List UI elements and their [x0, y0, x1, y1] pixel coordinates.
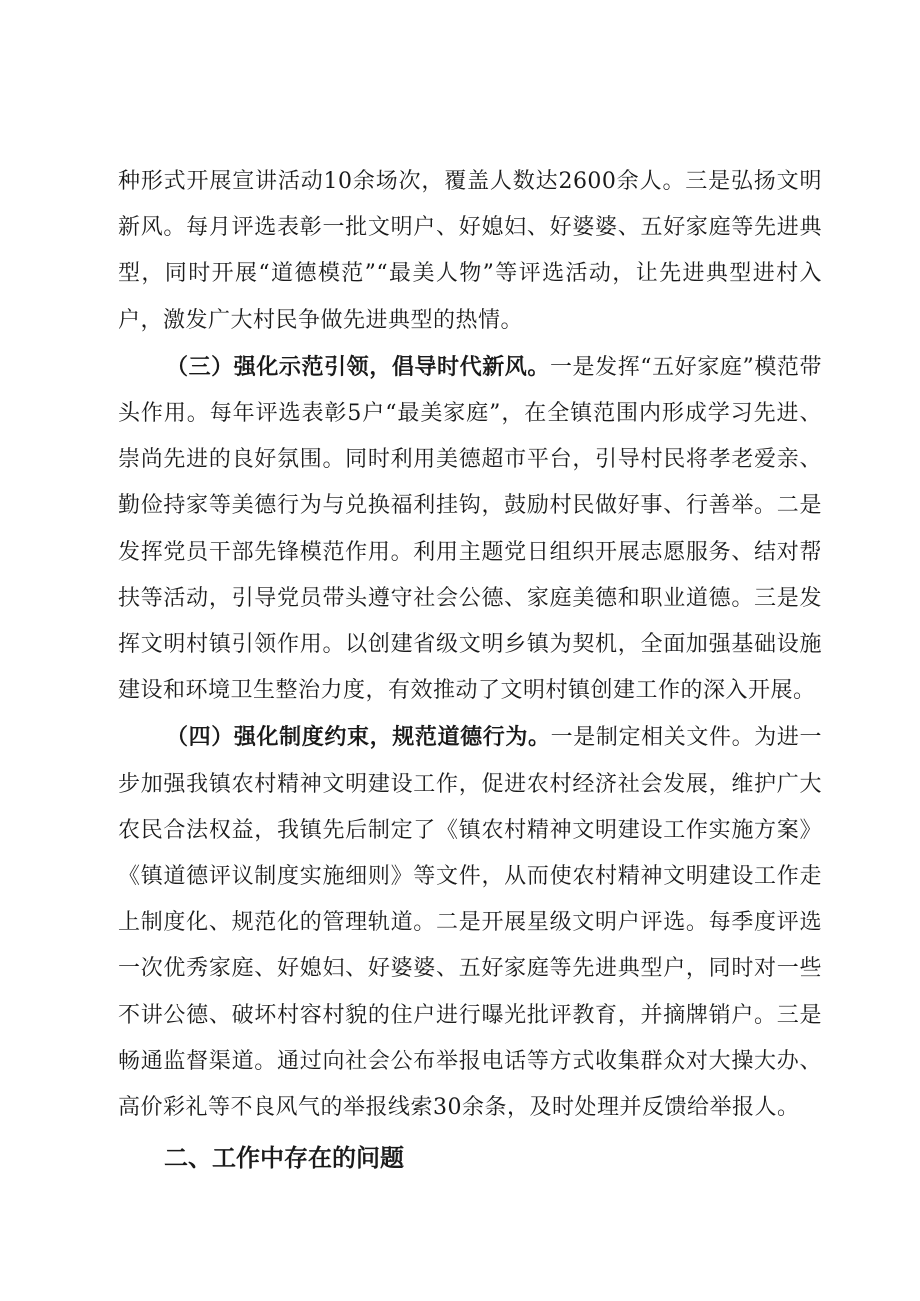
section-4-heading: （四）强化制度约束，规范道德行为。 [166, 724, 551, 751]
paragraph-text: 种形式开展宣讲活动10余场次，覆盖人数达2600余人。三是弘扬文明新风。每月评选表彰一批文明户、好媳妇、好婆婆、五好家庭等先进典型，同时开展“道德模范”“最美人物”等评选活动，让先进典型进村入户，激发广大村民争做先进典型的热情。 [118, 169, 822, 333]
document-body [118, 159, 822, 1181]
paragraph-text: 一是发挥“五好家庭”模范带头作用。每年评选表彰5户“最美家庭”，在全镇范围内形成学习先进、崇尚先进的良好氛围。同时利用美德超市平台，引导村民将孝老爱亲、勤俭持家等美德行为与兑换福利挂钩，鼓励村民做好事、行善举。二是发挥党员干部先锋模范作用。利用主题党日组织开展志愿服务、结对帮扶等活动，引导党员带头遵守社会公德、家庭美德和职业道德。三是发挥文明村镇引领作用。以创建省级文明乡镇为契机，全面加强基础设施建设和环境卫生整治力度，有效推动了文明村镇创建工作的深入开展。 [118, 354, 822, 704]
paragraph-text: 一是制定相关文件。为进一步加强我镇农村精神文明建设工作，促进农村经济社会发展，维护广大农民合法权益，我镇先后制定了《镇农村精神文明建设工作实施方案》《镇道德评议制度实施细则》等文件，从而使农村精神文明建设工作走上制度化、规范化的管理轨道。二是开展星级文明户评选。每季度评选一次优秀家庭、好媳妇、好婆婆、五好家庭等先进典型户，同时对一些不讲公德、破坏村容村貌的住户进行曝光批评教育，并摘牌销户。三是畅通监督渠道。通过向社会公布举报电话等方式收集群众对大操大办、高价彩礼等不良风气的举报线索30余条，及时处理并反馈给举报人。 [118, 725, 822, 1121]
chapter-heading-2: 二、工作中存在的问题 [164, 1144, 404, 1173]
paragraph-section-4 [118, 714, 822, 1131]
paragraph-continued [118, 159, 822, 344]
paragraph-section-3 [118, 344, 822, 715]
section-3-heading: （三）强化示范引领，倡导时代新风。 [166, 353, 550, 380]
